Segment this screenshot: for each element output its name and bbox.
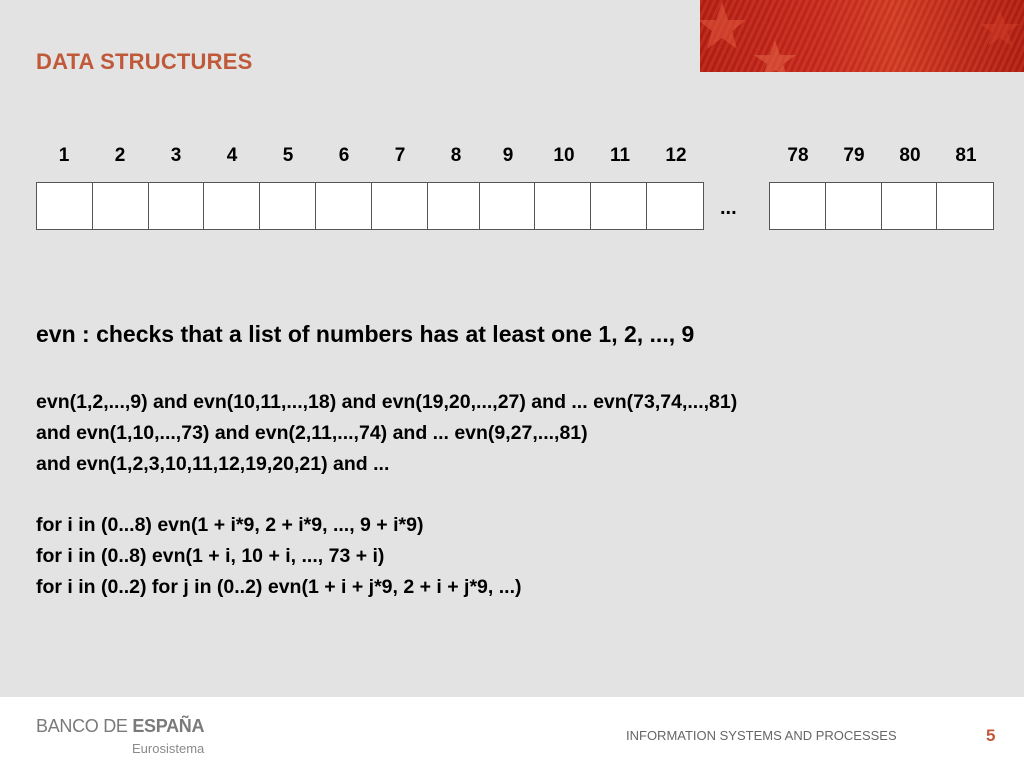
index-label: 2 (114, 145, 126, 166)
index-label: 3 (170, 145, 182, 166)
array-cells-left (36, 182, 704, 230)
array-ellipsis: ... (720, 197, 737, 219)
logo-text-bold: ESPAÑA (132, 716, 205, 736)
array-cell (591, 183, 647, 229)
index-label: 11 (609, 145, 631, 166)
slide-title: DATA STRUCTURES (36, 49, 253, 74)
array-cell (535, 183, 591, 229)
array-cell (260, 183, 316, 229)
index-label: 80 (899, 145, 921, 166)
index-label: 7 (394, 145, 406, 166)
footer-section-title: INFORMATION SYSTEMS AND PROCESSES (626, 728, 897, 743)
array-cell (937, 183, 993, 229)
index-label: 1 (58, 145, 70, 166)
index-label: 8 (450, 145, 462, 166)
index-label: 12 (665, 145, 687, 166)
index-label: 78 (787, 145, 809, 166)
constraint-line: evn(1,2,...,9) and evn(10,11,...,18) and evn(19,20,...,27) and ... evn(73,74,...,81) (36, 391, 738, 413)
array-cell (316, 183, 372, 229)
array-cell (149, 183, 205, 229)
star-shape (980, 10, 1020, 46)
index-label: 81 (955, 145, 977, 166)
header-banner-image (700, 0, 1024, 72)
array-cell (93, 183, 149, 229)
array-cell (480, 183, 536, 229)
index-label: 4 (226, 145, 238, 166)
array-cell (428, 183, 480, 229)
index-label: 10 (553, 145, 575, 166)
evn-definition-headline: evn : checks that a list of numbers has at least one 1, 2, ..., 9 (36, 321, 695, 347)
index-label: 79 (843, 145, 865, 166)
index-label: 5 (282, 145, 294, 166)
loop-line: for i in (0...8) evn(1 + i*9, 2 + i*9, ..., 9 + i*9) (36, 514, 424, 536)
constraint-line: and evn(1,10,...,73) and evn(2,11,...,74) and ... evn(9,27,...,81) (36, 422, 588, 444)
array-cell (204, 183, 260, 229)
loop-line: for i in (0..8) evn(1 + i, 10 + i, ..., 73 + i) (36, 545, 385, 567)
logo-text-light: BANCO DE (36, 716, 133, 736)
array-cell (37, 183, 93, 229)
index-label: 9 (502, 145, 514, 166)
index-label: 6 (338, 145, 350, 166)
star-shape (754, 40, 796, 72)
array-cell (372, 183, 428, 229)
logo-subtitle: Eurosistema (132, 741, 205, 756)
bank-logo (36, 716, 204, 737)
page-number: 5 (986, 726, 996, 745)
loop-line: for i in (0..2) for j in (0..2) evn(1 + i + j*9, 2 + i + j*9, ...) (36, 576, 522, 598)
array-cell (882, 183, 938, 229)
array-cells-right (769, 182, 994, 230)
constraint-line: and evn(1,2,3,10,11,12,19,20,21) and ... (36, 453, 390, 475)
array-cell (647, 183, 703, 229)
star-shape (700, 2, 746, 49)
array-cell (826, 183, 882, 229)
array-cell (770, 183, 826, 229)
